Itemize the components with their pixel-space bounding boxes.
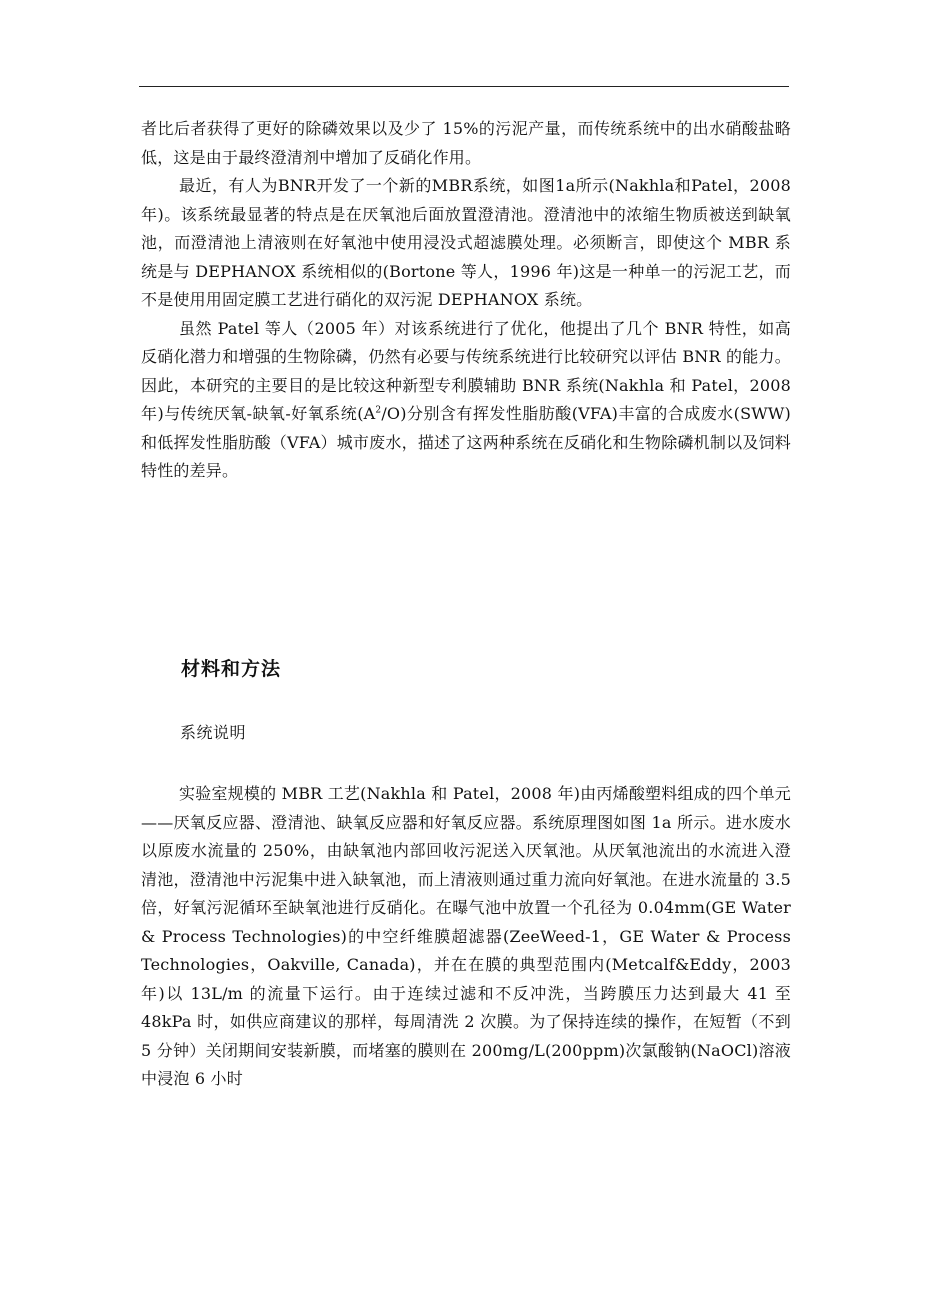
paragraph-lab-mbr: 实验室规模的 MBR 工艺(Nakhla 和 Patel，2008 年)由丙烯酸塑料组成的四个单元——厌氧反应器、澄清池、缺氧反应器和好氧反应器。系统原理图如图 1a 所示。进水废水以原废水流量的 250%，由缺氧池内部回收污泥送入厌氧池。从厌氧池流出的水流进入澄清池，澄清池中污泥集中进入缺氧池，而上清液则通过重力流向好氧池。在进水流量的 3.5 倍，好氧污泥循环至缺氧池进行反硝化。在曝气池中放置一个孔径为 0.04mm(GE Water & Process Technologies)的中空纤维膜超滤器(ZeeWeed-1，GE Water & Process Technologies，Oakville, Canada)，并在在膜的典型范围内(Metcalf&Eddy，2003 年)以 13L/m 的流量下运行。由于连续过滤和不反冲洗，当跨膜压力达到最大 41 至 48kPa 时，如供应商建议的那样，每周清洗 2 次膜。为了保持连续的操作，在短暂（不到 5 分钟）关闭期间安装新膜，而堵塞的膜则在 200mg/L(200ppm)次氯酸钠(NaOCl)溶液中浸泡 6 小时 <box>141 784 791 1088</box>
subsection-heading: 系统说明 <box>180 723 247 742</box>
section-heading: 材料和方法 <box>181 658 282 680</box>
header-rule <box>139 86 789 87</box>
study-aim-text-2: /O)分别含有挥发性脂肪酸(VFA)丰富的合成废水(SWW)和低挥发性脂肪酸（VFA）城市废水，描述了这两种系统在反硝化和生物除磷机制以及饲料特性的差异。 <box>141 404 791 480</box>
superscript-2: 2 <box>375 405 382 416</box>
paragraph-study-aim <box>141 315 791 486</box>
paragraph-mbr-system: 最近，有人为BNR开发了一个新的MBR系统，如图1a所示(Nakhla和Patel，2008年)。该系统最显著的特点是在厌氧池后面放置澄清池。澄清池中的浓缩生物质被送到缺氧池，而澄清池上清液则在好氧池中使用浸没式超滤膜处理。必须断言，即使这个 MBR 系统是与 DEPHANOX 系统相似的(Bortone 等人，1996 年)这是一种单一的污泥工艺，而不是使用用固定膜工艺进行硝化的双污泥 DEPHANOX 系统。 <box>141 176 791 309</box>
paragraph-continued: 者比后者获得了更好的除磷效果以及少了 15%的污泥产量，而传统系统中的出水硝酸盐略低，这是由于最终澄清剂中增加了反硝化作用。 <box>141 119 791 167</box>
text-block-top <box>141 115 791 486</box>
text-block-bottom <box>141 780 791 1094</box>
study-aim-text-1: 虽然 Patel 等人（2005 年）对该系统进行了优化，他提出了几个 BNR 特性，如高反硝化潜力和增强的生物除磷，仍然有必要与传统系统进行比较研究以评估 BNR 的能力。因此，本研究的主要目的是比较这种新型专利膜辅助 BNR 系统(Nakhla 和 Patel，2008 年)与传统厌氧-缺氧-好氧系统(A <box>141 318 791 423</box>
